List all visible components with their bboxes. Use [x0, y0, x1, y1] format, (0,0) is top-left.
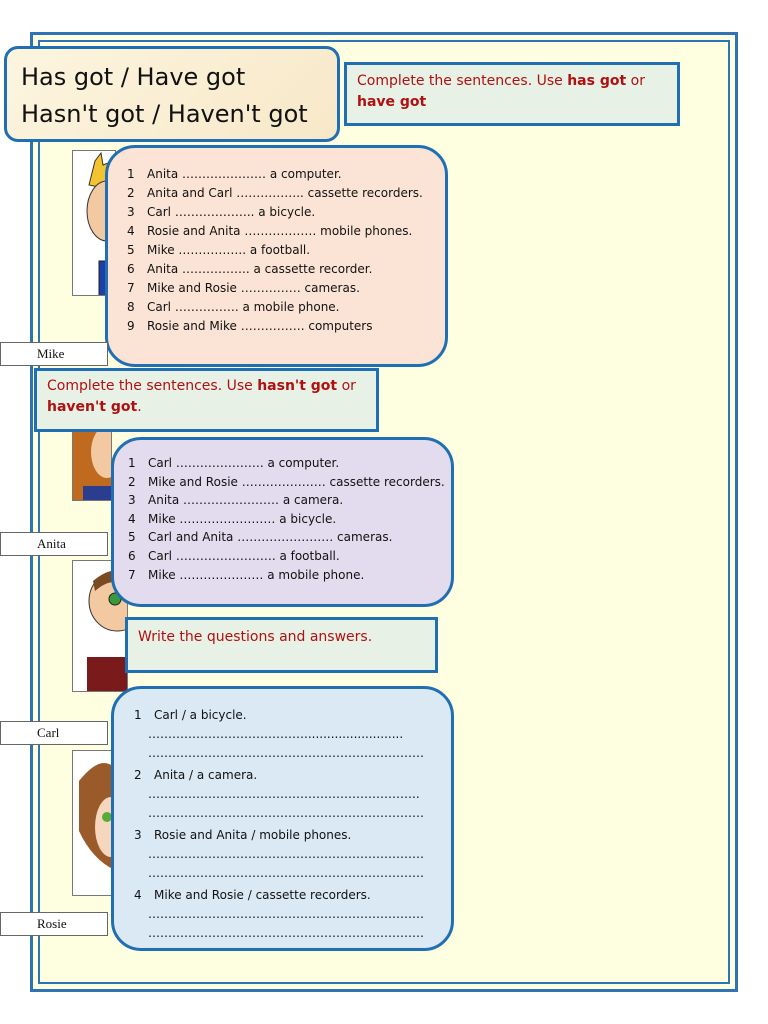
question-item	[134, 766, 451, 823]
exercise-item	[128, 454, 451, 473]
item-number: 4	[127, 224, 135, 238]
question-item	[134, 706, 451, 763]
instruction-2-or: or	[337, 378, 356, 394]
page-title-line2: Hasn't got / Haven't got	[21, 100, 308, 128]
item-number: 5	[128, 530, 136, 545]
exercise-1-list	[127, 165, 445, 336]
instruction-2-bold-2: haven't got	[47, 399, 138, 415]
question-text: Anita / a camera.	[154, 768, 258, 782]
item-sentence: Rosie and Mike ……………. computers	[147, 319, 373, 333]
exercise-item	[127, 184, 445, 203]
exercise-item	[128, 528, 451, 547]
instruction-2-period: .	[137, 399, 142, 415]
item-sentence: Anita …………….. a cassette recorder.	[147, 262, 373, 276]
instruction-1-or: or	[626, 73, 645, 89]
item-sentence: Mike and Rosie …………… cameras.	[147, 281, 360, 295]
question-text: Carl / a bicycle.	[154, 708, 247, 722]
item-number: 2	[134, 768, 142, 782]
item-number: 5	[127, 243, 135, 257]
question-text: Mike and Rosie / cassette recorders.	[154, 888, 371, 902]
exercise-item	[128, 491, 451, 510]
page-title-line1: Has got / Have got	[21, 63, 246, 91]
item-number: 1	[128, 456, 136, 470]
exercise-1-bubble	[105, 145, 448, 367]
exercise-item	[127, 241, 445, 260]
exercise-item	[128, 510, 451, 529]
instruction-1	[344, 62, 680, 126]
instruction-1-bold-2: have got	[357, 94, 427, 110]
question-prompt	[134, 886, 451, 905]
item-number: 6	[127, 262, 135, 276]
exercise-item	[128, 473, 451, 492]
item-number: 4	[128, 511, 136, 526]
answer-line[interactable]: ……………………………………………………………	[148, 746, 424, 760]
exercise-item	[127, 317, 445, 336]
item-sentence: Carl ……………. a mobile phone.	[147, 300, 340, 314]
item-sentence: Anita ………………… a computer.	[147, 167, 342, 181]
item-sentence: Carl and Anita …………………… cameras.	[148, 530, 393, 545]
exercise-item	[127, 260, 445, 279]
item-number: 3	[128, 493, 136, 508]
item-number: 7	[127, 281, 135, 295]
question-item	[134, 826, 451, 883]
instruction-1-text: Complete the sentences. Use	[357, 73, 568, 89]
exercise-item	[127, 279, 445, 298]
item-sentence: Anita …………………… a camera.	[148, 493, 344, 508]
exercise-3-list	[134, 706, 451, 943]
question-prompt	[134, 826, 451, 845]
name-label-mike: Mike	[0, 342, 108, 366]
item-sentence: Mike …………………… a bicycle.	[148, 511, 337, 526]
exercise-item	[127, 165, 445, 184]
item-sentence: Mike ………………… a mobile phone.	[148, 567, 365, 582]
answer-line[interactable]: ……………………………………………………………	[148, 926, 424, 940]
item-number: 3	[134, 828, 142, 842]
answer-line[interactable]: …………………………………………………………..	[148, 787, 420, 801]
exercise-3-bubble	[111, 686, 454, 951]
rosie-picture	[72, 750, 116, 896]
item-number: 9	[127, 319, 135, 333]
item-sentence: Rosie and Anita ……………… mobile phones.	[147, 224, 413, 238]
instruction-2	[34, 368, 379, 432]
exercise-item	[127, 222, 445, 241]
instruction-1-bold-1: has got	[567, 73, 627, 89]
question-item	[134, 886, 451, 943]
item-number: 3	[127, 205, 135, 219]
answer-line[interactable]: ……………………………………………………………	[148, 806, 424, 820]
item-sentence: Carl ……………………. a football.	[148, 548, 340, 563]
item-number: 8	[127, 300, 135, 314]
item-number: 7	[128, 567, 136, 582]
answer-line[interactable]: …………………………………..........................	[148, 727, 404, 741]
item-sentence: Carl …………………. a computer.	[148, 456, 340, 470]
item-number: 6	[128, 548, 136, 563]
item-sentence: Mike …………….. a football.	[147, 243, 311, 257]
item-sentence: Anita and Carl …………….. cassette recorders.	[147, 186, 423, 200]
exercise-item	[127, 298, 445, 317]
exercise-item	[127, 203, 445, 222]
answer-line[interactable]: ……………………………………………………………	[148, 907, 424, 921]
exercise-item	[128, 566, 451, 585]
instruction-2-text: Complete the sentences. Use	[47, 378, 258, 394]
name-label-anita: Anita	[0, 532, 108, 556]
exercise-2-bubble	[111, 437, 454, 607]
instruction-3: Write the questions and answers.	[125, 617, 438, 673]
name-label-carl: Carl	[0, 721, 108, 745]
item-number: 1	[127, 167, 135, 181]
name-label-rosie: Rosie	[0, 912, 108, 936]
item-number: 2	[128, 474, 136, 489]
answer-line[interactable]: ……………………………………………………………	[148, 847, 424, 861]
item-number: 1	[134, 708, 142, 722]
item-sentence: Carl ……………….. a bicycle.	[147, 205, 316, 219]
question-prompt	[134, 766, 451, 785]
title-box	[4, 46, 340, 142]
exercise-item	[128, 547, 451, 566]
question-prompt	[134, 706, 451, 725]
exercise-2-list	[128, 454, 451, 584]
answer-line[interactable]: ……………………………………………………………	[148, 866, 424, 880]
item-number: 4	[134, 888, 142, 902]
question-text: Rosie and Anita / mobile phones.	[154, 828, 352, 842]
instruction-2-bold-1: hasn't got	[257, 378, 338, 394]
item-number: 2	[127, 186, 135, 200]
item-sentence: Mike and Rosie ………………… cassette recorders.	[148, 474, 445, 489]
